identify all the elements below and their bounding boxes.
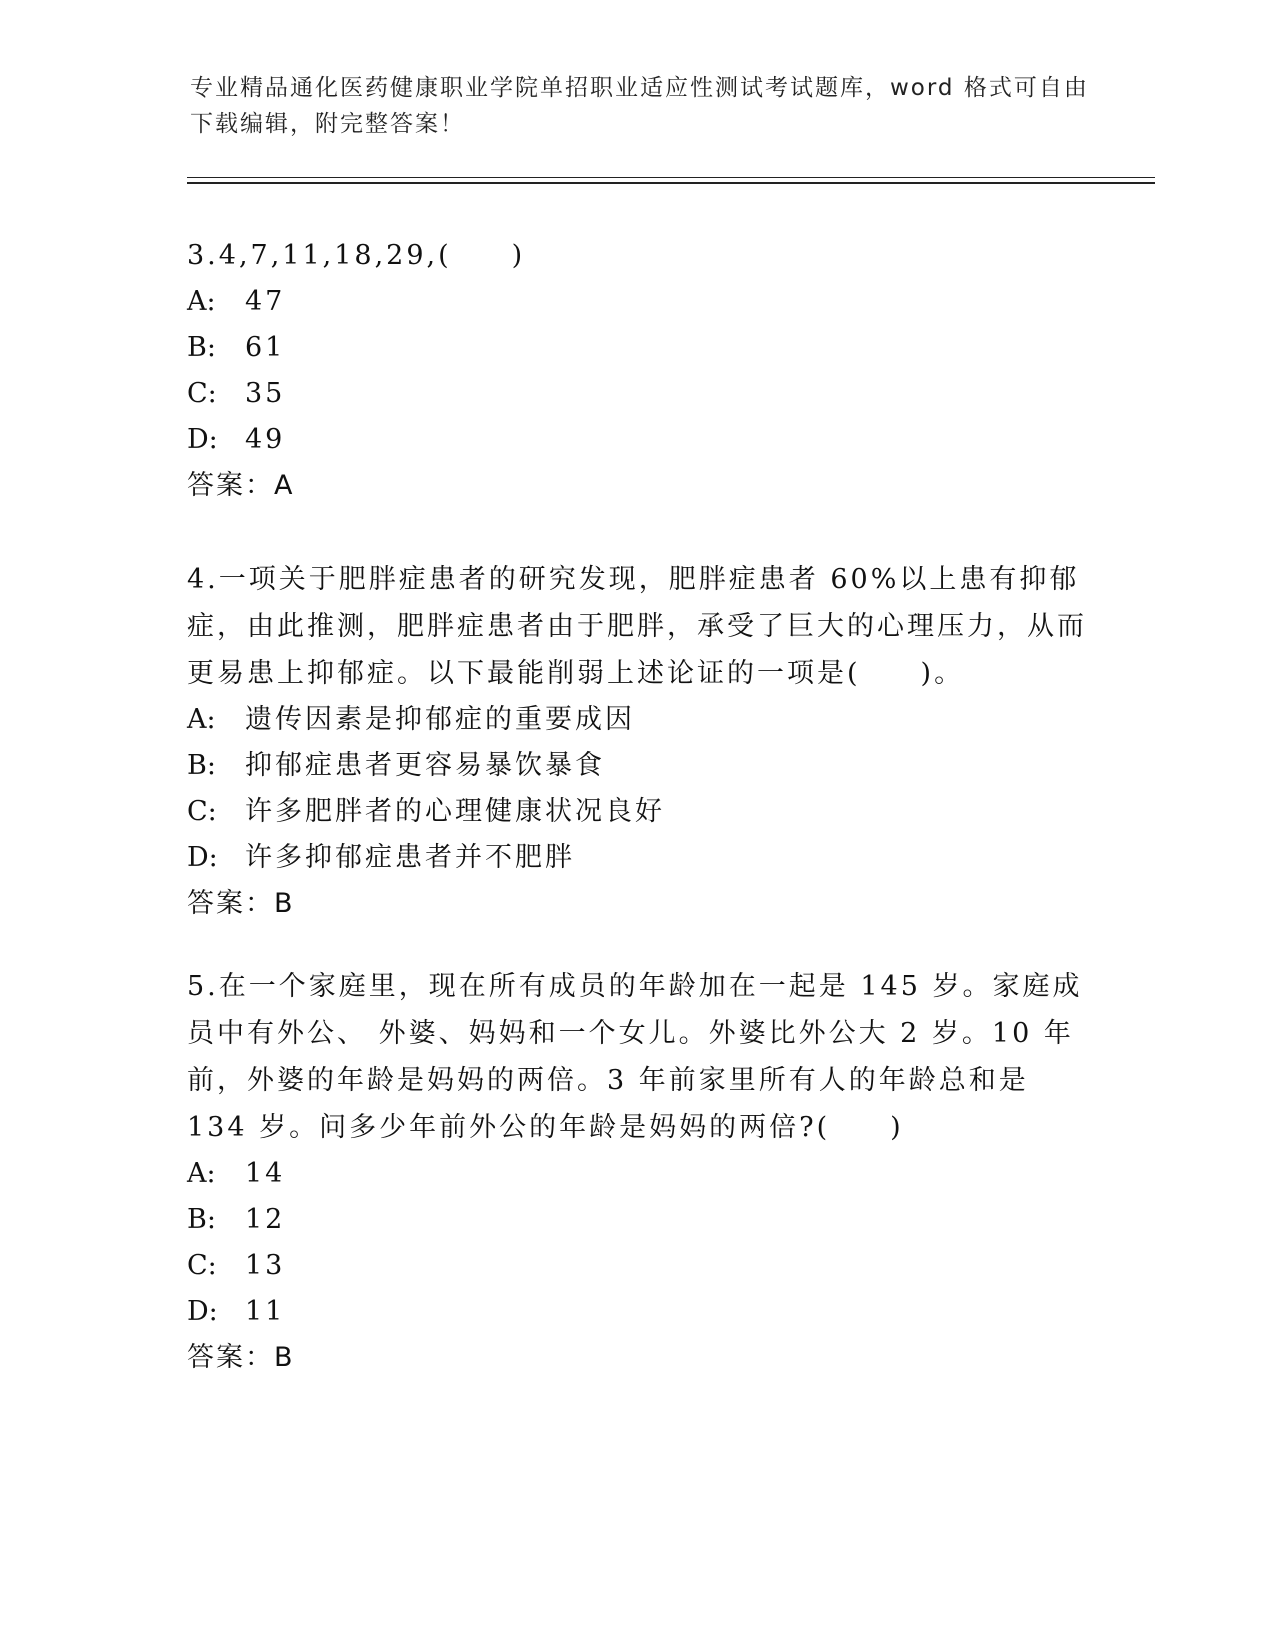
header-rule-thin bbox=[187, 177, 1155, 178]
option-key: C: bbox=[187, 1250, 217, 1281]
option-a bbox=[187, 697, 1087, 743]
question-stem: 3.4,7,11,18,29,( ) bbox=[187, 240, 526, 271]
option-text: 抑郁症患者更容易暴饮暴食 bbox=[245, 750, 605, 781]
option-d bbox=[187, 417, 1087, 463]
option-text: 13 bbox=[245, 1250, 286, 1281]
option-key: B: bbox=[187, 1204, 216, 1235]
option-d bbox=[187, 1289, 1087, 1335]
option-text: 许多肥胖者的心理健康状况良好 bbox=[245, 796, 665, 827]
option-d bbox=[187, 835, 1087, 881]
option-key: D: bbox=[187, 424, 218, 455]
document-header: 专业精品通化医药健康职业学院单招职业适应性测试考试题库，word 格式可自由下载编辑，附完整答案！ bbox=[190, 75, 1089, 137]
option-key: A: bbox=[187, 1158, 216, 1189]
answer-line: 答案：B bbox=[187, 888, 295, 919]
option-key: D: bbox=[187, 1296, 218, 1327]
question-5 bbox=[187, 963, 1087, 1381]
option-c bbox=[187, 789, 1087, 835]
question-3 bbox=[187, 232, 1087, 509]
answer-line: 答案：B bbox=[187, 1342, 295, 1373]
option-key: A: bbox=[187, 704, 216, 735]
option-key: A: bbox=[187, 286, 216, 317]
option-c bbox=[187, 1243, 1087, 1289]
option-text: 61 bbox=[245, 332, 286, 363]
option-text: 14 bbox=[245, 1158, 286, 1189]
option-key: B: bbox=[187, 750, 216, 781]
question-stem: 5.在一个家庭里，现在所有成员的年龄加在一起是 145 岁。家庭成员中有外公、 外婆、妈妈和一个女儿。外婆比外公大 2 岁。10 年前，外婆的年龄是妈妈的两倍。3 年前家里所有人的年龄总和是 134 岁。问多少年前外公的年龄是妈妈的两倍?( ) bbox=[187, 971, 1083, 1143]
header-rule-thick bbox=[187, 182, 1155, 184]
option-key: D: bbox=[187, 842, 218, 873]
option-text: 12 bbox=[245, 1204, 286, 1235]
answer-line: 答案：A bbox=[187, 470, 295, 501]
option-b bbox=[187, 325, 1087, 371]
option-a bbox=[187, 1151, 1087, 1197]
option-b bbox=[187, 743, 1087, 789]
question-4 bbox=[187, 556, 1087, 927]
option-text: 遗传因素是抑郁症的重要成因 bbox=[245, 704, 635, 735]
option-b bbox=[187, 1197, 1087, 1243]
option-c bbox=[187, 371, 1087, 417]
option-text: 许多抑郁症患者并不肥胖 bbox=[245, 842, 575, 873]
question-stem: 4.一项关于肥胖症患者的研究发现，肥胖症患者 60%以上患有抑郁症，由此推测，肥胖症患者由于肥胖，承受了巨大的心理压力，从而更易患上抑郁症。以下最能削弱上述论证的一项是( )。 bbox=[187, 564, 1087, 689]
option-key: C: bbox=[187, 796, 217, 827]
option-key: B: bbox=[187, 332, 216, 363]
option-text: 11 bbox=[245, 1296, 286, 1327]
option-text: 47 bbox=[245, 286, 286, 317]
option-text: 35 bbox=[245, 378, 286, 409]
option-a bbox=[187, 279, 1087, 325]
option-text: 49 bbox=[245, 424, 286, 455]
option-key: C: bbox=[187, 378, 217, 409]
